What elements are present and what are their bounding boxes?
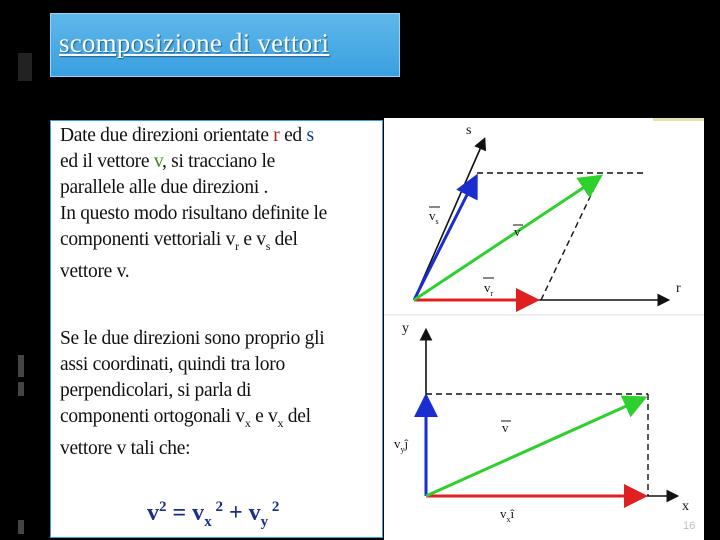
page-number: 16 xyxy=(683,520,696,532)
vr-label: $v_r$ xyxy=(484,280,494,298)
axis-r-label: r xyxy=(676,281,681,296)
vx-label: $v_xî$ xyxy=(500,506,515,524)
paragraph-orthogonal xyxy=(60,326,382,462)
p1-line4: In questo modo risultano definite le xyxy=(60,203,328,224)
vector-diagrams xyxy=(384,118,704,540)
decor-bullets-left xyxy=(18,355,24,377)
vector-vs xyxy=(414,179,475,300)
v-label-orthogonal: v xyxy=(502,420,509,435)
p2-line1: Se le due direzioni sono proprio gli xyxy=(60,328,325,349)
title-bar xyxy=(50,13,400,77)
v-label-oblique: v xyxy=(514,224,521,239)
p1-line6: vettore v. xyxy=(60,260,130,282)
orthogonal-diagram xyxy=(394,321,689,524)
vs-label: $v_s$ xyxy=(429,208,439,226)
v-label: v xyxy=(153,151,162,172)
decor-strip xyxy=(653,118,704,121)
p2-line4: componenti ortogonali $v_x$ e $v_x$ del xyxy=(60,406,311,430)
diagram-panel xyxy=(384,118,704,540)
axis-x-label: x xyxy=(682,499,689,514)
oblique-diagram xyxy=(414,123,681,300)
decor-square-left xyxy=(18,53,32,81)
text-box xyxy=(50,120,383,538)
pythagorean-formula: $v^2 = v_x$ $^2 + v_y$ $^2$ xyxy=(147,499,280,530)
p1-line5: componenti vettoriali $v_r$ e $v_s$ del xyxy=(60,229,298,253)
p2-line3: perpendicolari, si parla di xyxy=(60,380,252,401)
p1-line1: Date due direzioni orientate r ed s xyxy=(60,125,314,146)
s-label: s xyxy=(306,125,314,146)
p1-line2: ed il vettore v, si tracciano le xyxy=(60,151,275,172)
axis-s-label: s xyxy=(466,123,472,138)
decor-bullet-2 xyxy=(18,382,24,396)
p2-line2: assi coordinati, quindi tra loro xyxy=(60,354,285,375)
p1-line3: parallele alle due direzioni . xyxy=(60,177,269,198)
decor-bullet-3 xyxy=(18,520,24,534)
vy-label: $v_yĵ$ xyxy=(394,436,409,454)
r-label: r xyxy=(273,125,280,146)
vector-v-orthogonal xyxy=(426,399,642,496)
slide-title: scomposizione di vettori xyxy=(59,28,330,58)
vector-v-oblique xyxy=(414,178,598,300)
paragraph-decomposition xyxy=(60,123,382,285)
axis-y-label: y xyxy=(402,321,409,336)
p2-line5: vettore v tali che: xyxy=(60,437,191,459)
